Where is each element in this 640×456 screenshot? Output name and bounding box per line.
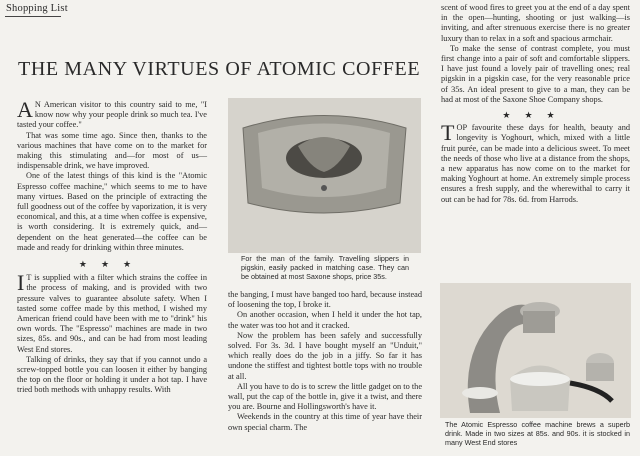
column-1 bbox=[17, 97, 207, 396]
column-3 bbox=[441, 3, 630, 205]
paragraph bbox=[441, 120, 630, 205]
section-break-stars: ★★★ bbox=[502, 110, 569, 121]
section-break-stars: ★★★ bbox=[78, 259, 146, 270]
paragraph bbox=[17, 270, 207, 355]
paragraph-text: T is supplied with a filter which strains the coffee in the process of making, and is provided with two pressure valves to guarantee absolute safety. When I tasted some coffee made by this method, I wished my American friend could have been with me to "drink" his own words. The "Espresso" machines are made in two sizes, 85s. and 90s., and can be had from most leading West End stores. bbox=[17, 273, 207, 354]
section-underline bbox=[5, 16, 61, 17]
paragraph: Now the problem has been safely and successfully solved. For 3s. 3d. I have bought myself an "Unduit," which really does do the job in a jiffy. So far it has undone the stiffest and tightest bottle tops with no trouble at all. bbox=[228, 330, 422, 381]
article-headline: THE MANY VIRTUES OF ATOMIC COFFEE bbox=[18, 58, 421, 80]
drop-cap: A bbox=[17, 97, 33, 122]
paragraph: scent of wood fires to greet you at the end of a day spent in the open—hunting, shooting or just walking—is inviting, and after strenuous exercise there is no greater luxury than to relax in a soft and spacious armchair. bbox=[441, 3, 630, 43]
coffee-machine-caption: The Atomic Espresso coffee machine brews a superb drink. Made in two sizes at 85s. and 90s. it is stocked in many West End stores bbox=[445, 420, 630, 447]
slippers-caption: For the man of the family. Travelling slippers in pigskin, easily packed in matching case. They can be obtained at most Saxone shops, price 35s. bbox=[241, 254, 409, 281]
paragraph: To make the sense of contrast complete, you must first change into a pair of soft and comfortable slippers. I have just found a lovely pair of travelling ones; real pigskin in a pigskin case, for the very reasonable price of 35s. An ideal present to give to a man, they can be had at most of the Saxone Shoe Company shops. bbox=[441, 43, 630, 104]
intro-paragraph bbox=[17, 97, 207, 131]
coffee-machine-illustration bbox=[440, 283, 631, 418]
section-label: Shopping List bbox=[6, 3, 68, 14]
slippers-photo bbox=[228, 98, 421, 253]
paragraph: That was some time ago. Since then, thanks to the various machines that have come on to the market for making this stimulating and—for most of us—indispensable drink, we have improved. bbox=[17, 130, 207, 171]
paragraph: One of the latest things of this kind is the "Atomic Espresso coffee machine," which seems to me to have many virtues. Based on the principle of extracting the full goodness out of the coffee by vaporization, it is very economical, and this, at a time when coffee is expensive, is worth considering. It is extremely quick, and—dependent on the heat generated—the coffee can be made and ready for drinking within three minutes. bbox=[17, 171, 207, 252]
column-2 bbox=[228, 290, 422, 433]
paragraph: the banging, I must have banged too hard, because instead of loosening the top, I broke it. bbox=[228, 290, 422, 310]
paragraph: On another occasion, when I held it under the hot tap, the water was too hot and it cracked. bbox=[228, 310, 422, 330]
paragraph-text: OP favourite these days for health, beauty and longevity is Yoghourt, which, mixed with a little fruit purée, can be made into a delicious sweet. To meet the needs of those who live at a distance from the shops, a new apparatus has now come on to the market for making Yoghourt at home. An extremely simple process ensures a fresh supply, and the wherewithal to carry it out can be had for 78s. 6d. from Harrods. bbox=[441, 123, 630, 204]
coffee-machine-photo bbox=[440, 283, 631, 418]
paragraph: All you have to do is to screw the little gadget on to the wall, put the cap of the bottle in, give it a twist, and there you are. Bourne and Hollingsworth's have it. bbox=[228, 381, 422, 412]
intro-text: N American visitor to this country said to me, "I know now why your people drink so much tea. I've tasted your coffee." bbox=[17, 100, 207, 130]
drop-cap: T bbox=[441, 120, 455, 146]
slippers-illustration bbox=[228, 98, 421, 253]
drop-cap: I bbox=[17, 270, 25, 296]
paragraph: Weekends in the country at this time of year have their own special charm. The bbox=[228, 412, 422, 432]
paragraph: Talking of drinks, they say that if you cannot undo a screw-topped bottle you can loosen it either by banging the top on the floor or holding it under a hot tap. I have tried both methods with unhappy results. With bbox=[17, 354, 207, 395]
